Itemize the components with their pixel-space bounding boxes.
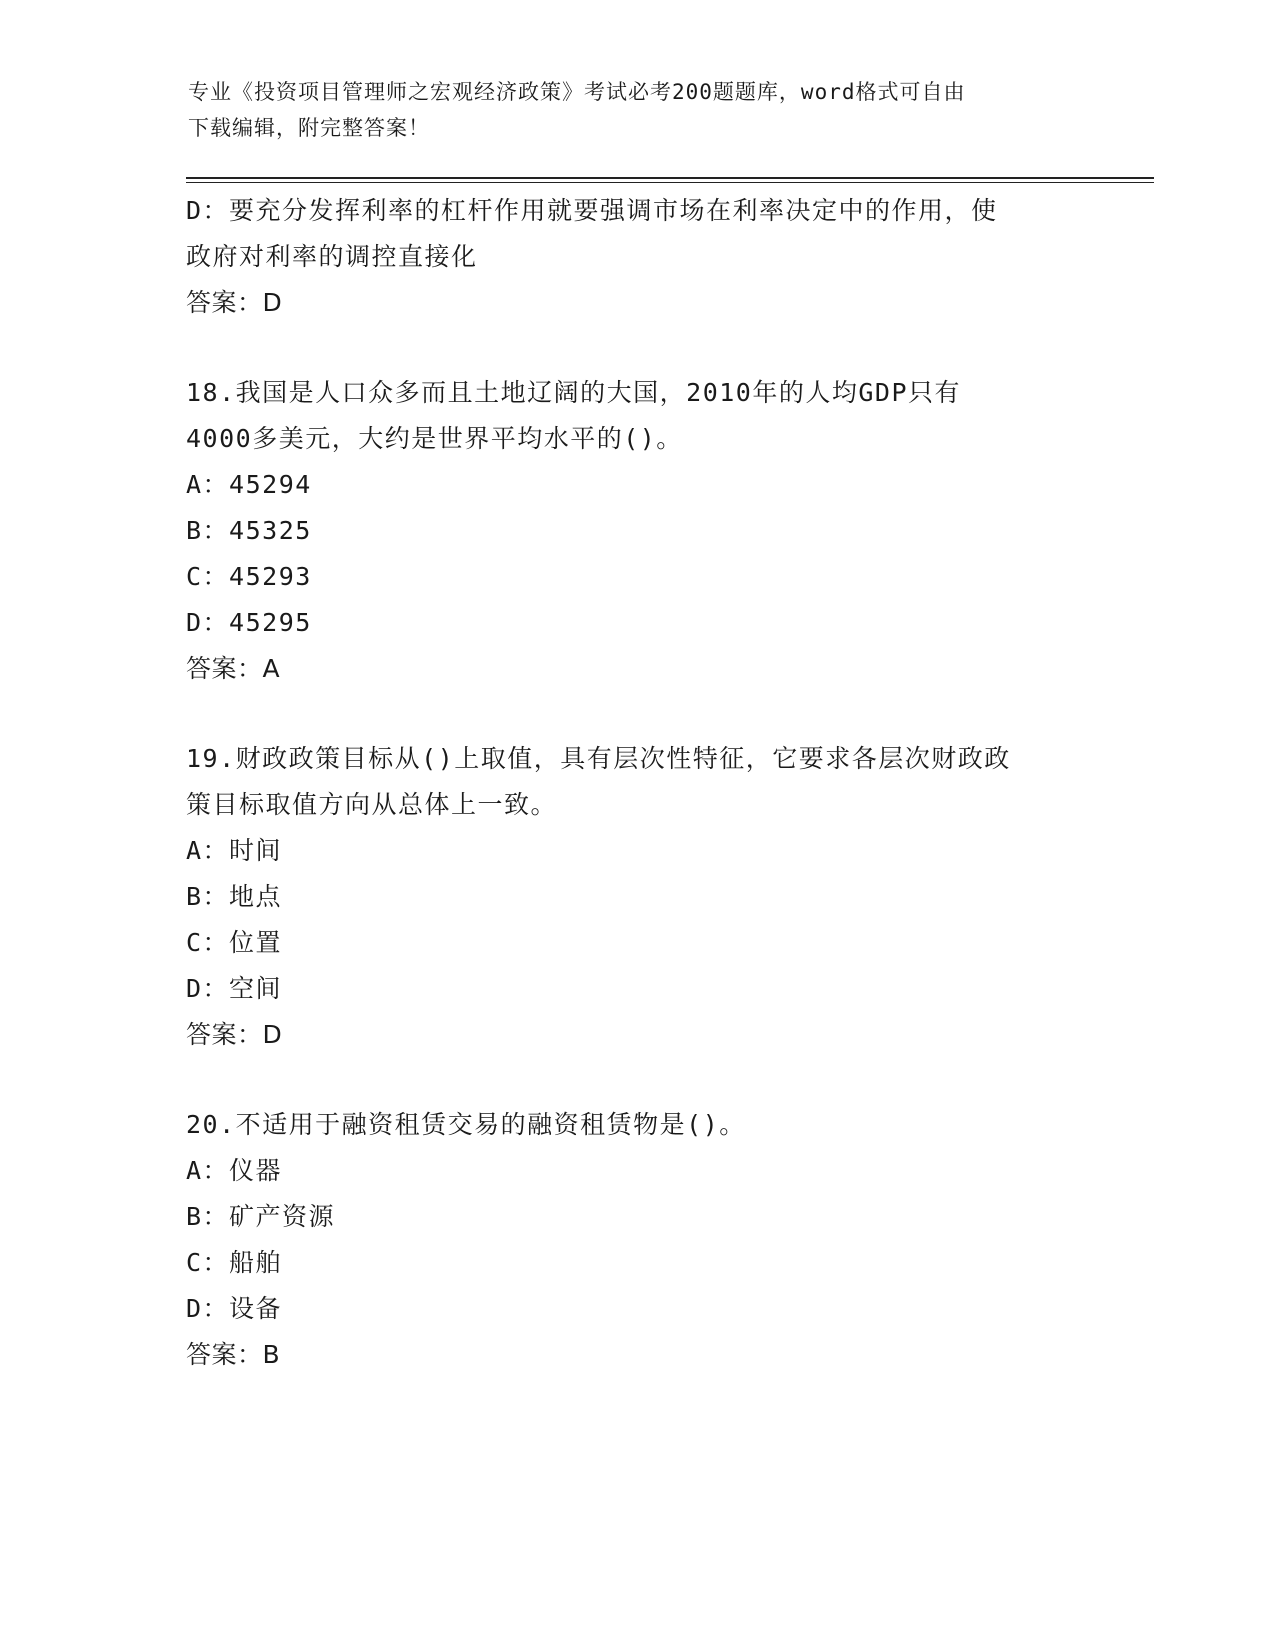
question-18 (186, 370, 1086, 692)
question-20 (186, 1102, 1086, 1378)
question-stem: 19.财政政策目标从()上取值，具有层次性特征，它要求各层次财政政 (186, 744, 1011, 773)
question-19 (186, 736, 1086, 1058)
answer-line: 答案：B (186, 1340, 281, 1369)
option-a: A：仪器 (186, 1156, 283, 1185)
question-stem-continued: 策目标取值方向从总体上一致。 (186, 790, 558, 819)
option-d-continued: 政府对利率的调控直接化 (186, 242, 478, 271)
header-line-2: 下载编辑，附完整答案！ (188, 116, 430, 140)
option-d: D：空间 (186, 974, 283, 1003)
header-rule-top (186, 177, 1154, 179)
option-b: B：地点 (186, 882, 283, 911)
answer-line: 答案：D (186, 1020, 283, 1049)
question-stem: 18.我国是人口众多而且土地辽阔的大国，2010年的人均GDP只有 (186, 378, 962, 407)
option-d: D：设备 (186, 1294, 283, 1323)
option-d: D：要充分发挥利率的杠杆作用就要强调市场在利率决定中的作用，使 (186, 196, 998, 225)
question-stem-continued: 4000多美元，大约是世界平均水平的()。 (186, 424, 683, 453)
answer-line: 答案：D (186, 288, 283, 317)
option-b: B：矿产资源 (186, 1202, 336, 1231)
question-list (186, 188, 1086, 1378)
option-a: A：45294 (186, 470, 312, 499)
question-17-continuation (186, 188, 1086, 326)
header-line-1: 专业《投资项目管理师之宏观经济政策》考试必考200题题库，word格式可自由 (188, 80, 966, 104)
option-b: B：45325 (186, 516, 312, 545)
option-c: C：位置 (186, 928, 283, 957)
document-header (188, 74, 1068, 146)
header-rule-bottom (186, 182, 1154, 183)
option-d: D：45295 (186, 608, 312, 637)
question-stem: 20.不适用于融资租赁交易的融资租赁物是()。 (186, 1110, 746, 1139)
option-c: C：45293 (186, 562, 312, 591)
option-c: C：船舶 (186, 1248, 283, 1277)
option-a: A：时间 (186, 836, 283, 865)
answer-line: 答案：A (186, 654, 281, 683)
